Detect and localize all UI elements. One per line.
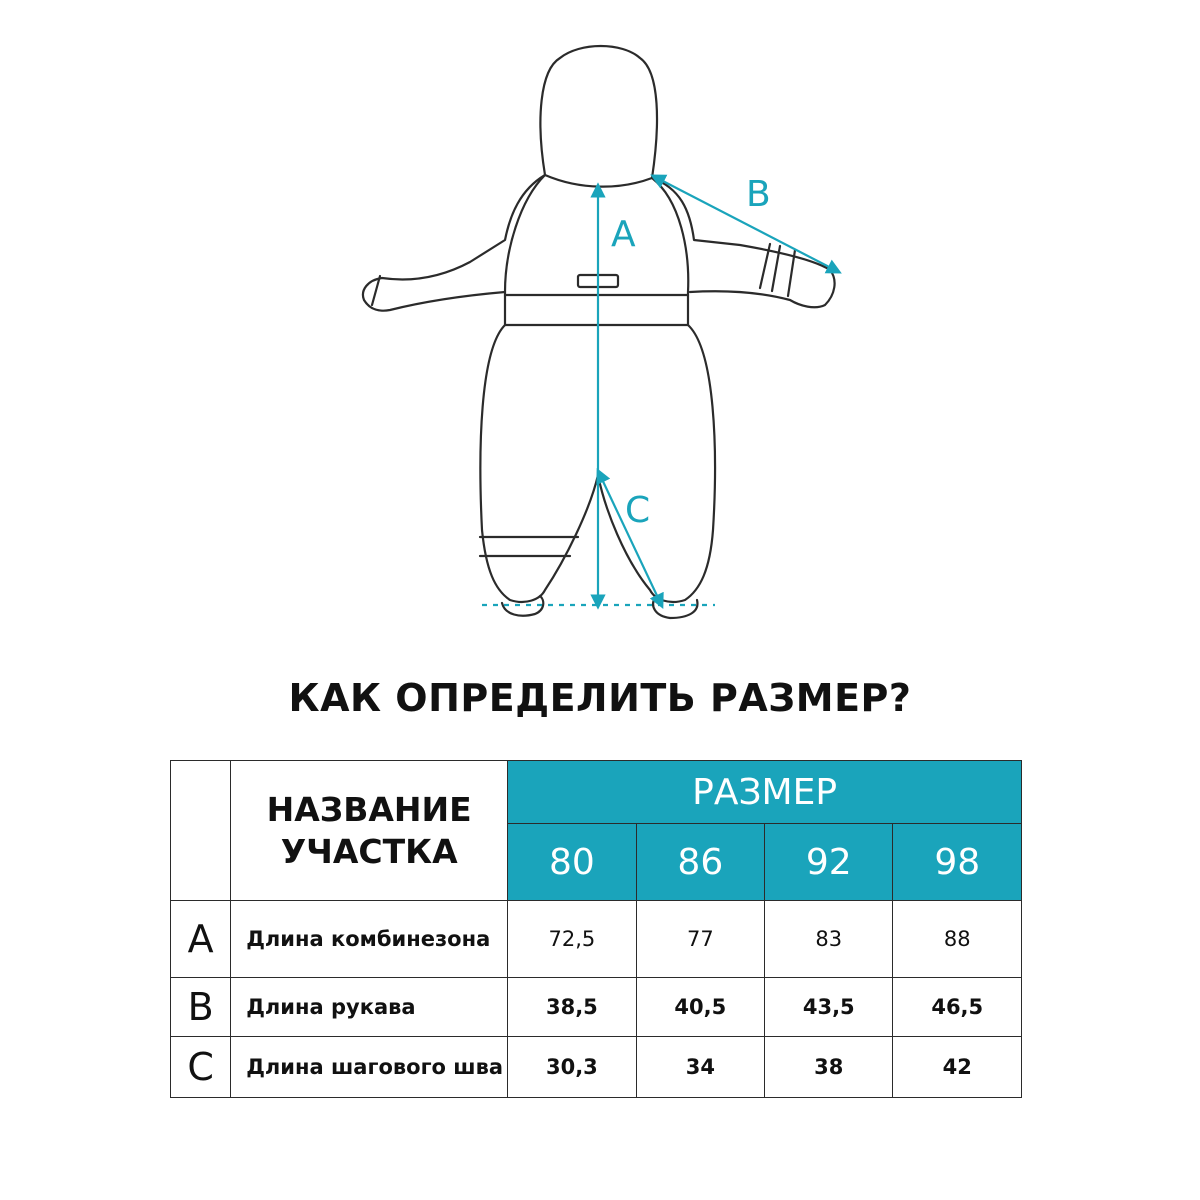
hood-outline — [540, 46, 657, 187]
left-sleeve-outline — [363, 175, 545, 311]
row-value: 72,5 — [508, 901, 636, 978]
row-value: 88 — [893, 901, 1022, 978]
row-name: Длина комбинезона — [231, 901, 508, 978]
row-value: 42 — [893, 1037, 1022, 1098]
size-header: РАЗМЕР — [508, 761, 1022, 824]
size-92: 92 — [765, 824, 893, 901]
size-98: 98 — [893, 824, 1022, 901]
name-header — [231, 761, 508, 901]
table-row — [171, 1037, 1022, 1098]
corner-cell — [171, 761, 231, 901]
size-table — [170, 760, 1022, 1098]
table-row — [171, 901, 1022, 978]
row-value: 77 — [636, 901, 764, 978]
row-letter: A — [171, 901, 231, 978]
torso-outline — [505, 175, 688, 325]
row-value: 30,3 — [508, 1037, 636, 1098]
name-header-line1: НАЗВАНИЕ — [266, 789, 472, 829]
name-header-line2: УЧАСТКА — [280, 831, 458, 871]
size-80: 80 — [508, 824, 636, 901]
right-sleeve-outline — [652, 178, 835, 307]
page-title: КАК ОПРЕДЕЛИТЬ РАЗМЕР? — [288, 676, 912, 720]
row-value: 83 — [765, 901, 893, 978]
row-value: 38,5 — [508, 978, 636, 1037]
row-name: Длина рукава — [231, 978, 508, 1037]
row-value: 38 — [765, 1037, 893, 1098]
row-value: 43,5 — [765, 978, 893, 1037]
row-value: 34 — [636, 1037, 764, 1098]
row-letter: C — [171, 1037, 231, 1098]
row-value: 40,5 — [636, 978, 764, 1037]
row-letter: B — [171, 978, 231, 1037]
row-value: 46,5 — [893, 978, 1022, 1037]
row-name: Длина шагового шва — [231, 1037, 508, 1098]
label-b: B — [746, 174, 771, 215]
label-c: C — [625, 490, 651, 531]
size-86: 86 — [636, 824, 764, 901]
label-a: A — [611, 214, 636, 255]
table-row — [171, 978, 1022, 1037]
